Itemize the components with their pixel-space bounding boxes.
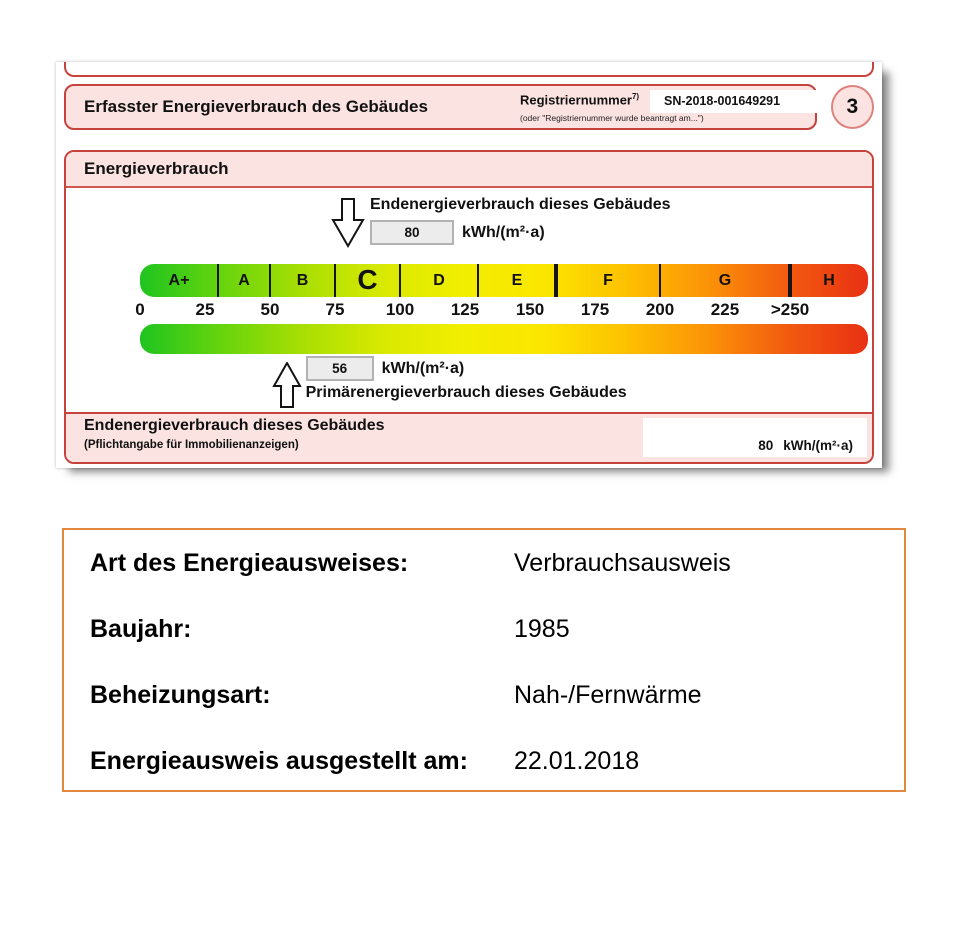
- energy-scale-chart: [66, 188, 872, 412]
- section-header-title: Erfasster Energieverbrauch des Gebäudes: [84, 97, 428, 116]
- energieverbrauch-section-title: Energieverbrauch: [66, 152, 872, 188]
- previous-section-bottom-edge: [64, 62, 874, 77]
- end-energy-summary-strip: [66, 412, 872, 462]
- scale-tick-75: 75: [325, 300, 345, 319]
- efficiency-class-E: E: [511, 272, 523, 289]
- efficiency-class-C: C: [357, 264, 378, 295]
- scale-tick-100: 100: [385, 300, 415, 319]
- class-divider: [269, 264, 271, 297]
- scale-tick-125: 125: [450, 300, 480, 319]
- detail-row-issue-date: [90, 748, 904, 775]
- energy-certificate-page: [56, 62, 882, 468]
- energieverbrauch-section: [64, 150, 874, 464]
- primary-energy-unit: kWh/(m²·a): [381, 359, 465, 377]
- detail-label: Beheizungsart:: [90, 681, 271, 709]
- detail-row-construction-year: [90, 616, 904, 643]
- efficiency-class-G: G: [718, 272, 732, 289]
- registration-number-label: [520, 92, 639, 107]
- scale-tick-225: 225: [710, 300, 740, 319]
- page-number: 3: [846, 95, 859, 118]
- page-number-badge: [831, 85, 874, 129]
- scale-tick-row: [135, 300, 868, 320]
- primary-energy-value-row: [306, 356, 465, 381]
- property-details-card: [62, 528, 906, 792]
- registration-number-value: SN-2018-001649291: [664, 94, 781, 108]
- end-energy-value-field: 80: [370, 220, 454, 245]
- summary-value-field: [643, 418, 867, 457]
- primary-energy-value-field: 56: [306, 356, 374, 381]
- detail-label: Art des Energieausweises:: [90, 549, 409, 577]
- summary-unit: kWh/(m²·a): [783, 438, 853, 453]
- scale-tick-200: 200: [645, 300, 675, 319]
- class-divider: [334, 264, 336, 297]
- class-divider: [554, 264, 558, 297]
- end-energy-unit: kWh/(m²·a): [462, 223, 545, 241]
- class-divider: [477, 264, 479, 297]
- efficiency-class-A: A: [238, 272, 250, 289]
- energy-scale-zone: [135, 188, 868, 412]
- end-energy-value-row: [370, 220, 545, 245]
- registration-number-label-text: Registriernummer: [520, 92, 632, 108]
- end-energy-label: Endenergieverbrauch dieses Gebäudes: [370, 196, 671, 213]
- detail-label: Baujahr:: [90, 615, 192, 643]
- efficiency-class-D: D: [433, 272, 445, 289]
- footnote-marker: 7): [631, 92, 640, 101]
- registration-number-hint: (oder "Registriernummer wurde beantragt am..."): [520, 113, 704, 123]
- summary-subtitle: (Pflichtangabe für Immobilienanzeigen): [84, 439, 299, 451]
- detail-value: Nah-/Fernwärme: [514, 681, 702, 709]
- scale-tick-150: 150: [515, 300, 545, 319]
- efficiency-class-B: B: [296, 272, 309, 289]
- efficiency-class-F: F: [603, 272, 613, 289]
- detail-value: 1985: [514, 615, 570, 643]
- class-divider: [788, 264, 792, 297]
- up-arrow-icon: [272, 362, 302, 408]
- class-divider: [399, 264, 401, 297]
- registration-number-field: [650, 90, 824, 113]
- class-divider: [659, 264, 661, 297]
- scale-tick-gt250: >250: [770, 300, 810, 319]
- detail-value: Verbrauchsausweis: [514, 549, 731, 577]
- detail-value: 22.01.2018: [514, 747, 640, 775]
- class-divider: [217, 264, 219, 297]
- section-header-box: [64, 84, 817, 130]
- primary-energy-gradient-bar: [140, 324, 868, 354]
- detail-label: Energieausweis ausgestellt am:: [90, 747, 468, 775]
- section-header-row: [64, 84, 874, 130]
- scale-tick-25: 25: [195, 300, 215, 319]
- primary-energy-label: Primärenergieverbrauch dieses Gebäudes: [305, 384, 627, 401]
- down-arrow-icon: [331, 198, 365, 248]
- summary-title: Endenergieverbrauch dieses Gebäudes: [84, 417, 385, 434]
- scale-tick-50: 50: [260, 300, 280, 319]
- efficiency-class-H: H: [823, 272, 835, 289]
- efficiency-class-bar: [140, 264, 868, 297]
- detail-row-heating-type: [90, 682, 904, 709]
- scale-tick-0: 0: [135, 300, 145, 319]
- efficiency-class-A+: A+: [168, 272, 190, 289]
- detail-row-certificate-type: [90, 550, 904, 577]
- summary-value: 80: [758, 438, 774, 453]
- scale-tick-175: 175: [580, 300, 610, 319]
